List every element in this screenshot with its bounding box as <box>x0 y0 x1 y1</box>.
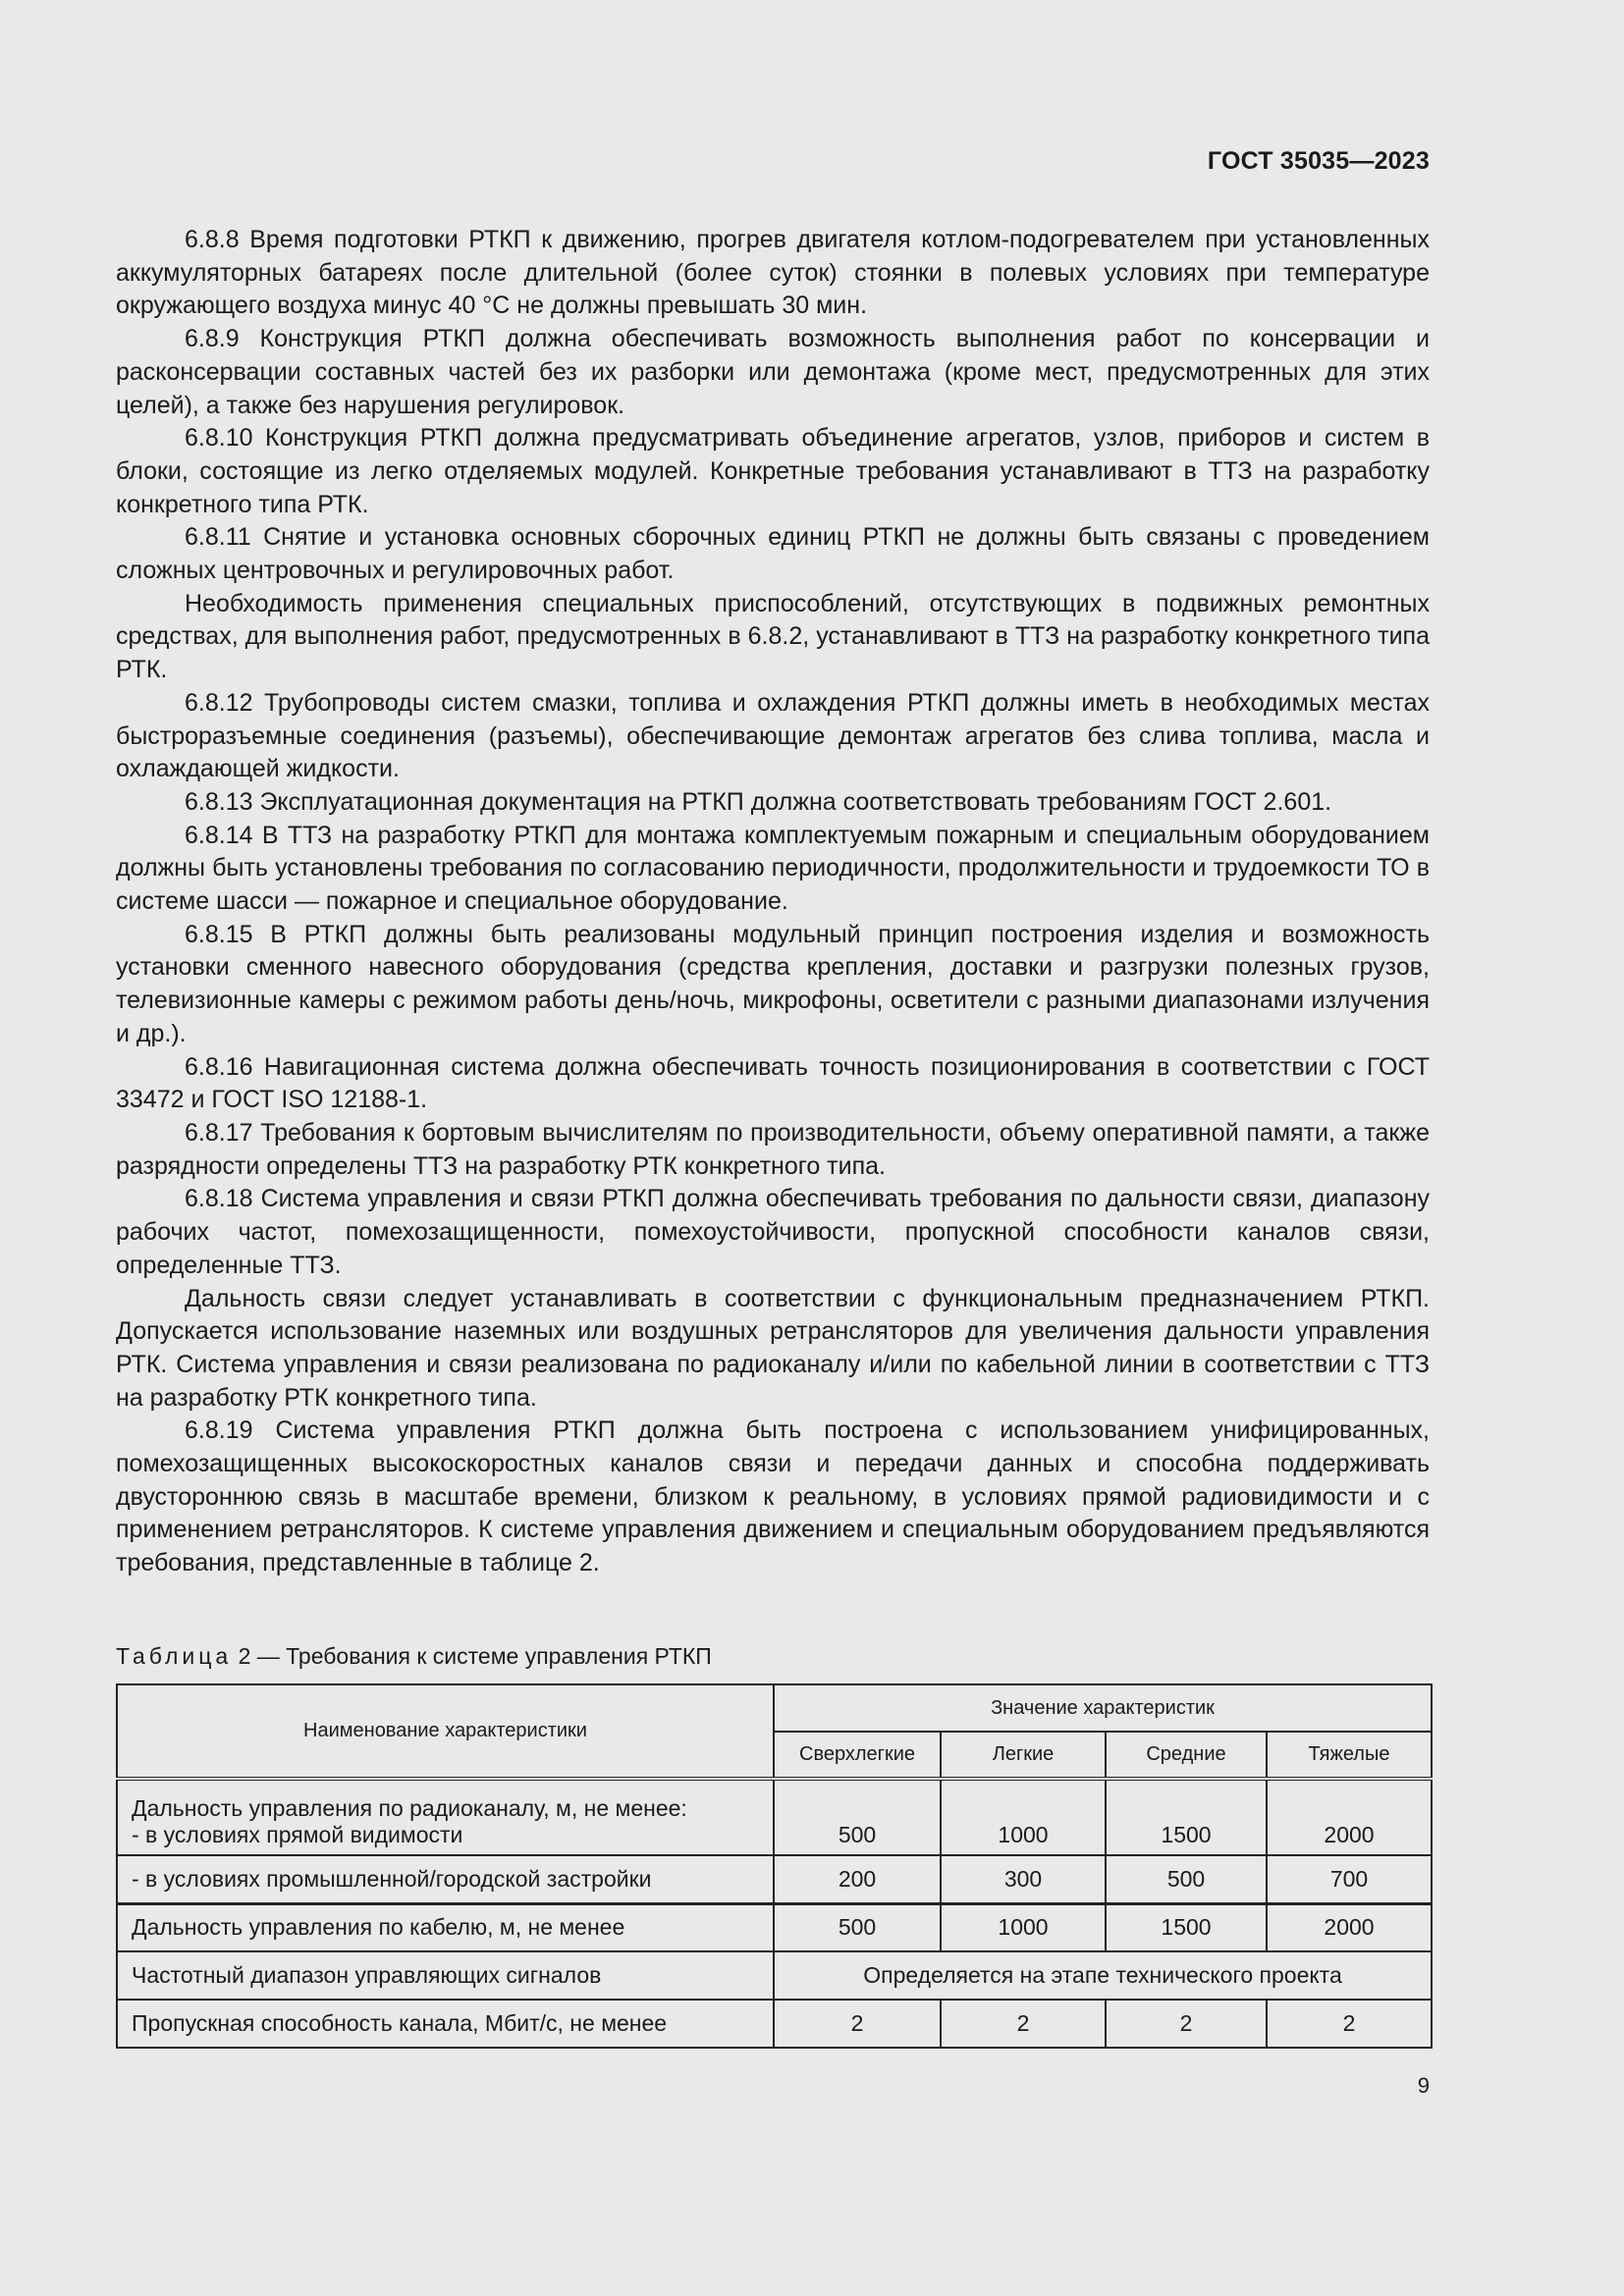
radio-row-label: - в условиях прямой видимости <box>132 1822 463 1847</box>
throughput-row-label: Пропускная способность канала, Мбит/с, не менее <box>117 2000 774 2048</box>
body-text <box>116 224 1430 1580</box>
paragraph-6-8-18: 6.8.18 Система управления и связи РТКП должна обеспечивать требования по дальности связи, диапазону рабочих частот, помехозащищенности, помехоустойчивости, пропускной способности каналов связи, определенные ТТЗ. <box>116 1185 1430 1279</box>
table-cell: 2 <box>1106 2000 1267 2048</box>
paragraph-6-8-11: 6.8.11 Снятие и установка основных сборочных единиц РТКП не должны быть связаны с проведением сложных центровочных и регулировочных работ. <box>116 523 1430 585</box>
table-cell: 2 <box>1267 2000 1432 2048</box>
page-number: 9 <box>1417 2073 1430 2098</box>
table-cell: 500 <box>1106 1855 1267 1903</box>
header-col-light: Легкие <box>941 1732 1106 1779</box>
radio-row-label: - в условиях промышленной/городской застройки <box>117 1855 774 1903</box>
paragraph-6-8-8: 6.8.8 Время подготовки РТКП к движению, прогрев двигателя котлом-подогревателем при установленных аккумуляторных батареях после длительной (более суток) стоянки в полевых условиях при температуре окружающего воздуха минус 40 °С не должны превышать 30 мин. <box>116 226 1430 320</box>
table-row <box>117 1779 1432 1855</box>
table-cell: 1500 <box>1106 1903 1267 1951</box>
table-cell-merged: Определяется на этапе технического проекта <box>774 1951 1432 2000</box>
table-cell: 1500 <box>1106 1779 1267 1855</box>
paragraph-6-8-19: 6.8.19 Система управления РТКП должна быть построена с использованием унифицированных, помехозащищенных высокоскоростных каналов связи и передачи данных и способна поддерживать двустороннюю связь в масштабе времени, близком к реальному, в условиях прямой радиовидимости и с применением ретрансляторов. К системе управления движением и специальным оборудованием предъявляются требования, представленные в таблице 2. <box>116 1416 1430 1577</box>
table-caption-label: Таблица <box>116 1643 233 1669</box>
paragraph-6-8-14: 6.8.14 В ТТЗ на разработку РТКП для монтажа комплектуемым пожарным и специальным оборудованием должны быть установлены требования по согласованию периодичности, продолжительности и трудоемкости ТО в системе шасси — пожарное и специальное оборудование. <box>116 821 1430 916</box>
table-cell: 2 <box>774 2000 941 2048</box>
paragraph-6-8-18-cont: Дальность связи следует устанавливать в соответствии с функциональным предназначением РТКП. Допускается использование наземных или воздушных ретрансляторов для увеличения дальности управления РТК. Система управления и связи реализована по радиоканалу и/или по кабельной линии в соответствии с ТТЗ на разработку РТК конкретного типа. <box>116 1284 1430 1412</box>
table-cell: 300 <box>941 1855 1106 1903</box>
standard-designation: ГОСТ 35035—2023 <box>1207 147 1430 175</box>
paragraph-6-8-9: 6.8.9 Конструкция РТКП должна обеспечивать возможность выполнения работ по консервации и расконсервации составных частей без их разборки или демонтажа (кроме мест, предусмотренных для этих целей), а также без нарушения регулировок. <box>116 325 1430 419</box>
table-cell: 500 <box>774 1779 941 1855</box>
paragraph-6-8-10: 6.8.10 Конструкция РТКП должна предусматривать объединение агрегатов, узлов, приборов и систем в блоки, состоящие из легко отделяемых модулей. Конкретные требования устанавливают в ТТЗ на разработку конкретного типа РТК. <box>116 424 1430 518</box>
header-col-heavy: Тяжелые <box>1267 1732 1432 1779</box>
paragraph-6-8-15: 6.8.15 В РТКП должны быть реализованы модульный принцип построения изделия и возможность установки сменного навесного оборудования (средства крепления, доставки и разгрузки полезных грузов, телевизионные камеры с режимом работы день/ночь, микрофоны, осветители с разными диапазонами излучения и др.). <box>116 920 1430 1047</box>
table-row <box>117 1855 1432 1903</box>
paragraph-6-8-12: 6.8.12 Трубопроводы систем смазки, топлива и охлаждения РТКП должны иметь в необходимых местах быстроразъемные соединения (разъемы), обеспечивающие демонтаж агрегатов без слива топлива, масла и охлаждающей жидкости. <box>116 688 1430 783</box>
header-col-ultralight: Сверхлегкие <box>774 1732 941 1779</box>
header-characteristic-values: Значение характеристик <box>774 1684 1432 1732</box>
table-cell: 200 <box>774 1855 941 1903</box>
table-cell: 500 <box>774 1903 941 1951</box>
paragraph-6-8-17: 6.8.17 Требования к бортовым вычислителям по производительности, объему оперативной памяти, а также разрядности определены ТТЗ на разработку РТК конкретного типа. <box>116 1118 1430 1180</box>
requirements-table <box>116 1683 1433 2049</box>
paragraph-6-8-11-cont: Необходимость применения специальных приспособлений, отсутствующих в подвижных ремонтных средствах, для выполнения работ, предусмотренных в 6.8.2, устанавливают в ТТЗ на разработку конкретного типа РТК. <box>116 589 1430 684</box>
header-col-medium: Средние <box>1106 1732 1267 1779</box>
table-cell: 2000 <box>1267 1903 1432 1951</box>
paragraph-6-8-13: 6.8.13 Эксплуатационная документация на РТКП должна соответствовать требованиям ГОСТ 2.601. <box>185 787 1332 816</box>
table-cell: 2000 <box>1267 1779 1432 1855</box>
header-characteristic-name: Наименование характеристики <box>117 1684 774 1779</box>
table-caption <box>116 1641 1430 1671</box>
freq-row-label: Частотный диапазон управляющих сигналов <box>117 1951 774 2000</box>
table-cell: 2 <box>941 2000 1106 2048</box>
radio-range-title: Дальность управления по радиоканалу, м, не менее: <box>132 1795 687 1821</box>
table-row <box>117 2000 1432 2048</box>
table-cell: 700 <box>1267 1855 1432 1903</box>
table-row <box>117 1903 1432 1951</box>
table-cell: 1000 <box>941 1779 1106 1855</box>
table-cell: 1000 <box>941 1903 1106 1951</box>
paragraph-6-8-16: 6.8.16 Навигационная система должна обеспечивать точность позиционирования в соответствии с ГОСТ 33472 и ГОСТ ISO 12188-1. <box>116 1052 1430 1114</box>
table-row <box>117 1951 1432 2000</box>
cable-row-label: Дальность управления по кабелю, м, не менее <box>117 1903 774 1951</box>
table-caption-text: 2 — Требования к системе управления РТКП <box>238 1643 712 1669</box>
